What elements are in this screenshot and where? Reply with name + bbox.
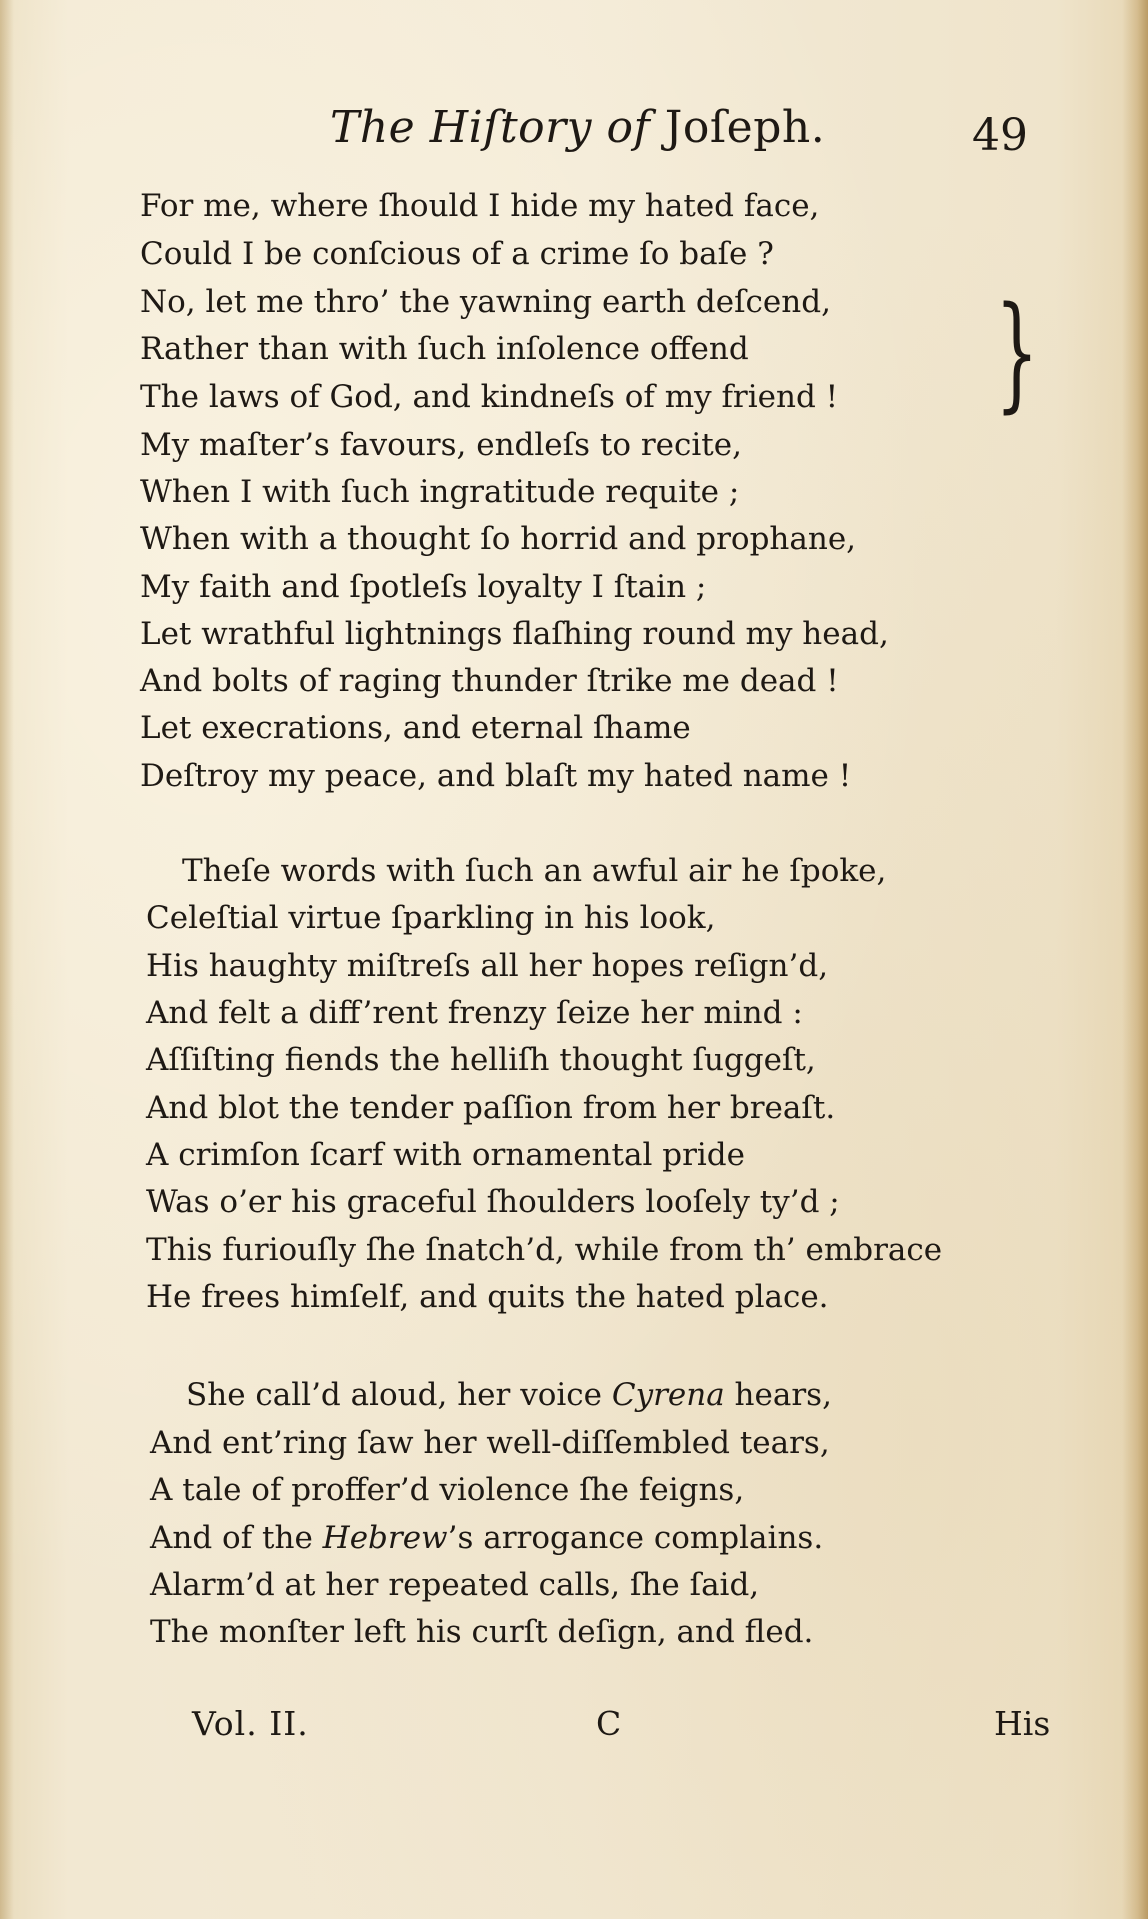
verse-line: The monſter left his curſt deſign, and fled.	[150, 1614, 814, 1650]
verse-line	[186, 1375, 832, 1415]
running-title-roman: Joſeph.	[664, 102, 826, 153]
triplet-brace: }	[995, 280, 1039, 425]
verse-line: And felt a diff’rent frenzy ſeize her mind :	[146, 995, 803, 1031]
verse-line: And ent’ring ſaw her well-diſſembled tears,	[150, 1425, 830, 1461]
verse-line: The laws of God, and kindneſs of my friend !	[140, 379, 839, 415]
verse-line: When with a thought ſo horrid and prophane,	[140, 521, 857, 557]
verse-line: And blot the tender paſſion from her breaſt.	[146, 1090, 836, 1126]
verse-line: When I with ſuch ingratitude requite ;	[140, 474, 740, 510]
verse-line: Alarm’d at her repeated calls, ſhe ſaid,	[150, 1567, 760, 1603]
page-header	[0, 102, 1148, 172]
italic-name-cyrena: Cyrena	[611, 1377, 725, 1413]
verse-line: He frees himſelf, and quits the hated place.	[146, 1279, 829, 1315]
verse-line: Let execrations, and eternal ſhame	[140, 710, 691, 746]
volume-label: Vol. II.	[192, 1704, 309, 1743]
verse-line: Aſſiſting fiends the helliſh thought ſuggeſt,	[146, 1042, 816, 1078]
catchword: His	[994, 1704, 1051, 1743]
verse-line: His haughty miſtreſs all her hopes reſign’d,	[146, 948, 829, 984]
verse-line: For me, where ſhould I hide my hated face,	[140, 188, 820, 224]
running-title-italic: The Hiſtory of	[330, 102, 651, 153]
verse-text: She call’d aloud, her voice	[186, 1377, 612, 1413]
verse-line: A tale of proffer’d violence ſhe feigns,	[150, 1472, 745, 1508]
page-number: 49	[972, 110, 1028, 161]
verse-text: hears,	[724, 1377, 832, 1413]
verse-line: Theſe words with ſuch an awful air he ſpoke,	[182, 853, 887, 889]
signature-mark: C	[596, 1704, 622, 1743]
verse-text: And of the	[150, 1520, 323, 1556]
verse-line: Deſtroy my peace, and blaſt my hated name !	[140, 758, 852, 794]
verse-line: My faith and ſpotleſs loyalty I ſtain ;	[140, 569, 707, 605]
verse-line: A crimſon ſcarf with ornamental pride	[146, 1137, 745, 1173]
verse-line: My maſter’s favours, endleſs to recite,	[140, 427, 742, 463]
verse-line: Was o’er his graceful ſhoulders looſely ty’d ;	[146, 1184, 840, 1220]
verse-line: No, let me thro’ the yawning earth deſcend,	[140, 284, 831, 320]
verse-line: Could I be conſcious of a crime ſo baſe ?	[140, 236, 774, 272]
verse-text: ’s arrogance complains.	[447, 1520, 824, 1556]
running-title	[330, 102, 825, 153]
page-edge-left	[0, 0, 14, 1919]
page-edge-right	[1122, 0, 1148, 1919]
verse-line: And bolts of raging thunder ſtrike me dead !	[140, 663, 839, 699]
verse-line: Celeſtial virtue ſparkling in his look,	[146, 900, 716, 936]
italic-name-hebrew: Hebrew	[322, 1520, 448, 1556]
verse-line	[150, 1518, 823, 1558]
verse-line: Rather than with ſuch inſolence offend	[140, 331, 749, 367]
verse-line: Let wrathful lightnings flaſhing round my head,	[140, 616, 889, 652]
verse-line: This furiouſly ſhe ſnatch’d, while from th’ embrace	[146, 1232, 943, 1268]
